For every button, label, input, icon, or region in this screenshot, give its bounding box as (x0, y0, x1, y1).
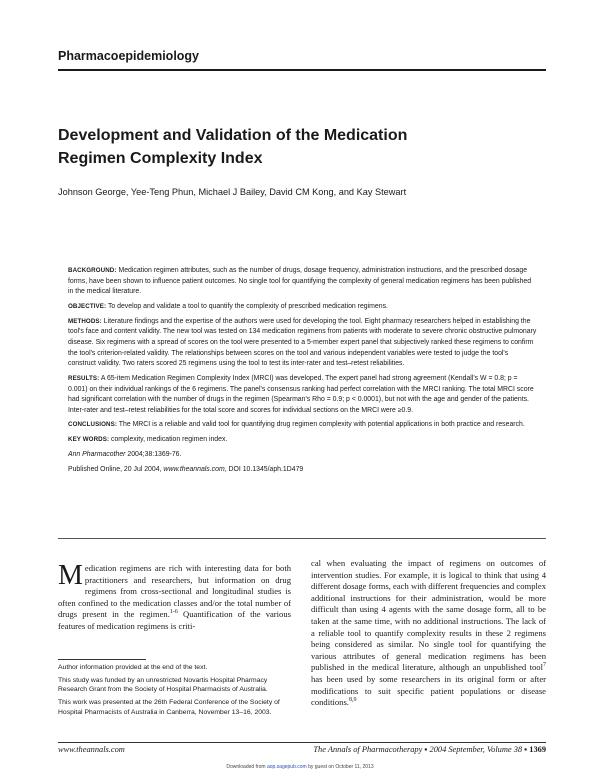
methods-label: METHODS: (68, 317, 102, 325)
reference-marker: 8,9 (348, 697, 357, 704)
conclusions-text: The MRCI is a reliable and valid tool for quantifying drug regimen complexity with potential applications in both practice and research. (118, 421, 525, 429)
reference-marker: 1-6 (169, 609, 178, 616)
keywords-text: complexity, medication regimen index. (111, 436, 228, 444)
published-url[interactable]: www.theannals.com, (163, 465, 227, 473)
body-text: Quantification of the various features of medication regimens is criti- (58, 609, 291, 631)
objective-label: OBJECTIVE: (68, 302, 107, 310)
footer-journal: The Annals of Pharmacotherapy (313, 745, 423, 754)
header-rule (58, 69, 546, 71)
published-doi: DOI 10.1345/aph.1D479 (228, 465, 304, 473)
footer-website[interactable]: www.theannals.com (58, 745, 125, 754)
abstract (68, 266, 538, 480)
footnote: This study was funded by an unrestricted Novartis Hospital Pharmacy Research Grant from the Society of Hospital Pharmacists of Australia. (58, 677, 268, 694)
footnote-rule (58, 659, 146, 660)
download-notice (0, 764, 600, 770)
published-online (68, 465, 538, 476)
body-text: cal when evaluating the impact of regimens on outcomes of intervention studies. For example, it is logical to think that using 4 different dosage forms, each with different frequencies and complex additional instructions for their administration, would be more difficult than using 4 agents with the same dosage form, all to be taken at the same time, with no additional instructions. The lack of a reliable tool to quantify complexity results in these 2 regimens being considered as similar. No single tool for quantifying the various attributes of general medication regimens has been published in the medical literature, although an unpublished tool (311, 558, 546, 673)
abstract-background (68, 266, 538, 298)
abstract-results (68, 374, 538, 416)
citation-journal: Ann Pharmacother (68, 451, 126, 459)
article-title: Development and Validation of the Medication Regimen Complexity Index (58, 127, 408, 167)
keywords-label: KEY WORDS: (68, 436, 110, 444)
conclusions-label: CONCLUSIONS: (68, 421, 117, 429)
reference-marker: 7 (542, 662, 546, 669)
citation-volume: 2004;38:1369-76. (127, 451, 182, 459)
drop-cap: M (58, 560, 83, 591)
abstract-methods (68, 317, 538, 370)
download-prefix: Downloaded from (226, 764, 266, 770)
body-column-right (311, 558, 546, 709)
methods-text: Literature findings and the expertise of the authors were used for developing the tool. Eight pharmacy researchers helped in establishing the tool's face and content validity. The new tool was tested on 134 medication regimens from patients with moderate to severe chronic obstructive pulmonary disease. Six regimens with a spread of scores on the tool were presented to a 5-member expert panel that subjectively ranked these regimens to confirm the tool's criterion-related validity. The relationships between scores on the tool and various independent variables were tested to judge the tool's construct validity. Two raters scored 25 regimens using the tool to test its inter-rater and test–retest reliabilities. (68, 317, 537, 368)
footnote: Author information provided at the end of the text. (58, 664, 208, 671)
body-paragraph (58, 560, 291, 633)
objective-text: To develop and validate a tool to quantify the complexity of prescribed medication regimens. (107, 302, 388, 310)
footer-rule (58, 742, 546, 743)
footer-journal-info: The Annals of Pharmacotherapy ▪ 2004 September, Volume 38 ▪ 1369 (313, 745, 546, 754)
page-number: 1369 (529, 745, 546, 754)
abstract-rule (58, 538, 546, 539)
footnotes (58, 663, 291, 721)
results-text: A 65-item Medication Regimen Complexity Index (MRCI) was developed. The expert panel had strong agreement (Kendall's W = 0.8; p = 0.001) on their individual rankings of the 6 regimens. The panel's consensus ranking had perfect correlation with the MRCI ranking. The total MRCI score had significant correlation with the number of drugs in the regimen (Spearman's Rho = 0.9; p < 0.0001), but not with the age and gender of the patients. Inter-rater and test–retest reliabilities for the total score and scores for individual sections on the MRCI were ≥0.9. (68, 374, 534, 414)
author-list: Johnson George, Yee-Teng Phun, Michael J Bailey, David CM Kong, and Kay Stewart (58, 187, 407, 197)
body-text: has been used by some researchers in its original form or after modifications to suit specific patient populations or disease conditions. (311, 673, 546, 708)
results-label: RESULTS: (68, 374, 100, 382)
citation (68, 450, 538, 461)
abstract-conclusions (68, 420, 538, 431)
body-column-left (58, 560, 291, 633)
footer-date: 2004 September, Volume 38 (429, 745, 523, 754)
background-text: Medication regimen attributes, such as the number of drugs, dosage frequency, administration instructions, and the prescribed dosage forms, have been shown to influence patient outcomes. No single tool for quantifying the complexity of general medication regimens has been published in the medical literature. (68, 267, 532, 296)
section-heading: Pharmacoepidemiology (58, 49, 200, 63)
body-text: edication regimens are rich with interesting data for both practitioners and researchers, but information on drug regimens from cross-sectional and longitudinal studies is often confined to the medication classes and/or the total number of drugs present in the regimen. (58, 563, 291, 620)
abstract-objective (68, 302, 538, 313)
footnote: This work was presented at the 26th Federal Conference of the Society of Hospital Pharmacists of Australia in Canberra, November 13–16, 2003. (58, 699, 280, 716)
download-site-link[interactable]: aop.sagepub.com (266, 764, 307, 770)
download-suffix: by guest on October 11, 2013 (308, 764, 374, 770)
background-label: BACKGROUND: (68, 267, 117, 274)
abstract-keywords (68, 435, 538, 446)
published-prefix: Published Online, 20 Jul 2004, (68, 465, 162, 473)
body-paragraph (311, 558, 546, 709)
